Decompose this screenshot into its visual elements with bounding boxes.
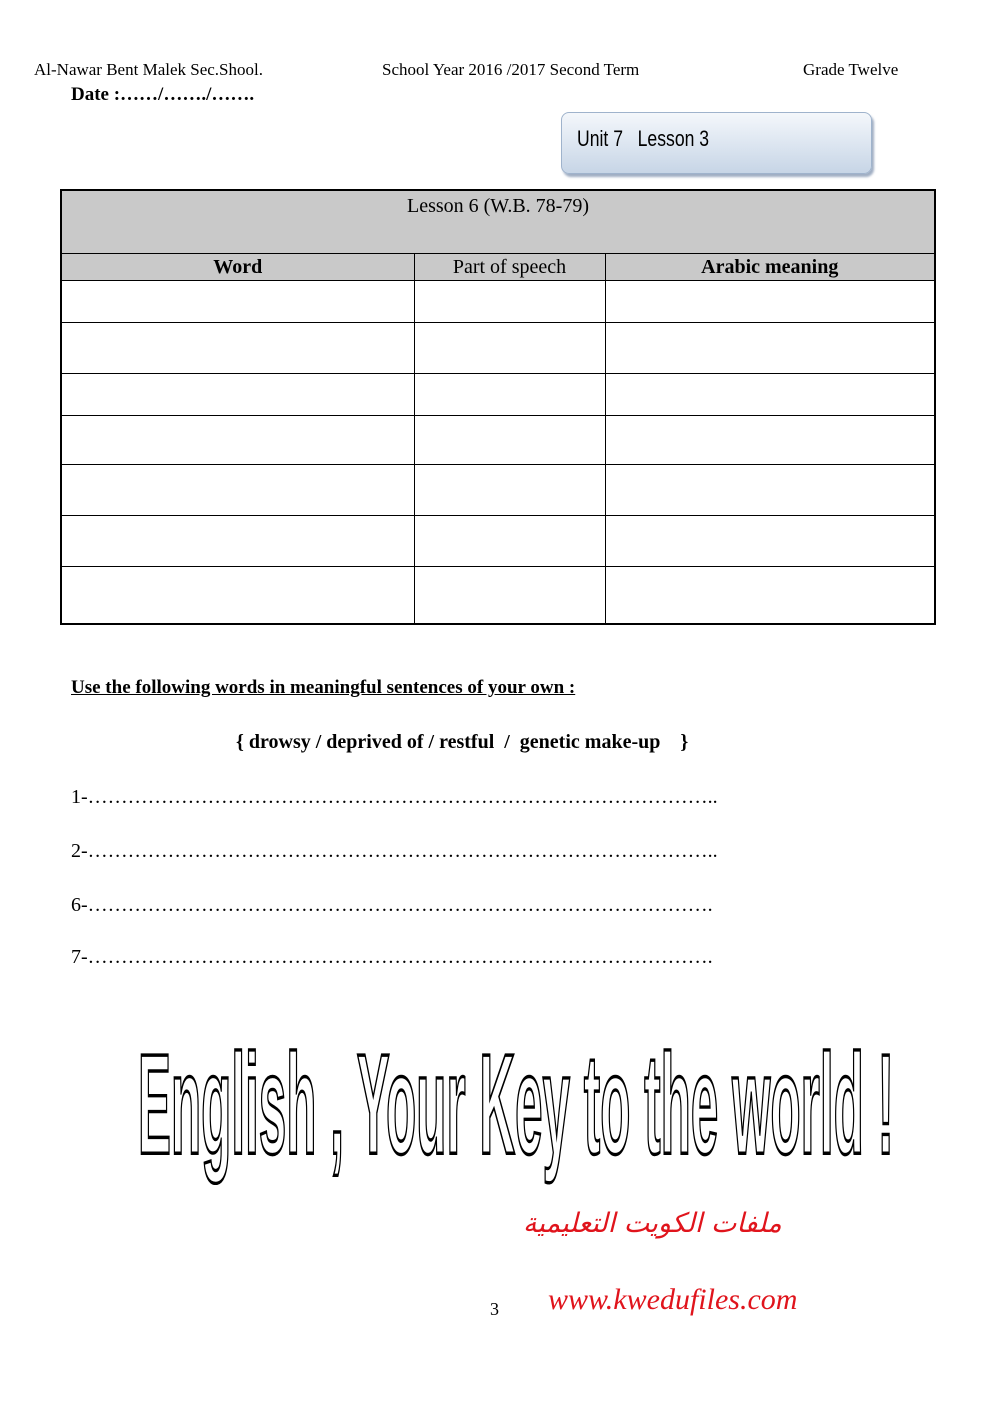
arabic-meaning-cell[interactable] [605, 374, 935, 416]
arabic-meaning-cell[interactable] [605, 465, 935, 516]
table-row [61, 374, 935, 416]
word-cell[interactable] [61, 516, 414, 567]
table-header-row [61, 254, 935, 281]
part-of-speech-cell[interactable] [414, 281, 605, 323]
website-link[interactable]: www.kwedufiles.com [548, 1283, 798, 1316]
part-of-speech-cell[interactable] [414, 416, 605, 465]
table-row [61, 323, 935, 374]
school-name: Al-Nawar Bent Malek Sec.Shool. [34, 60, 263, 79]
table-row [61, 567, 935, 624]
arabic-site-name: ملفات الكويت التعليمية [523, 1208, 782, 1239]
word-cell[interactable] [61, 374, 414, 416]
sentence-line-7[interactable]: 7-…………………………………………………………………………………. [71, 946, 713, 968]
arabic-meaning-cell[interactable] [605, 416, 935, 465]
column-header-word: Word [61, 254, 414, 281]
table-row [61, 465, 935, 516]
part-of-speech-cell[interactable] [414, 323, 605, 374]
table-row [61, 281, 935, 323]
part-of-speech-cell[interactable] [414, 567, 605, 624]
slogan-outline-text [130, 1035, 910, 1185]
exercise-instruction: Use the following words in meaningful sentences of your own : [71, 677, 576, 698]
unit-lesson-box [561, 112, 872, 174]
arabic-meaning-cell[interactable] [605, 567, 935, 624]
part-of-speech-cell[interactable] [414, 374, 605, 416]
table-title: Lesson 6 (W.B. 78-79) [61, 190, 935, 254]
school-year: School Year 2016 /2017 Second Term [382, 60, 640, 79]
word-cell[interactable] [61, 465, 414, 516]
sentence-line-2[interactable]: 2-………………………………………………………………………………….. [71, 840, 718, 862]
part-of-speech-cell[interactable] [414, 516, 605, 567]
table-title-row [61, 190, 935, 254]
sentence-line-1[interactable]: 1-………………………………………………………………………………….. [71, 786, 718, 808]
grade-label: Grade Twelve [803, 60, 899, 79]
vocabulary-table [60, 189, 936, 625]
column-header-arabic-meaning: Arabic meaning [605, 254, 935, 281]
word-cell[interactable] [61, 416, 414, 465]
word-cell[interactable] [61, 281, 414, 323]
date-field: Date :……/……./……. [71, 84, 255, 105]
exercise-word-list: { drowsy / deprived of / restful / genetic make-up } [236, 731, 689, 753]
table-row [61, 516, 935, 567]
slogan-text: English , Your Key to the world ! [138, 1035, 894, 1185]
column-header-part-of-speech: Part of speech [414, 254, 605, 281]
word-cell[interactable] [61, 567, 414, 624]
word-cell[interactable] [61, 323, 414, 374]
unit-lesson-label: Unit 7 Lesson 3 [577, 126, 710, 151]
arabic-meaning-cell[interactable] [605, 281, 935, 323]
arabic-meaning-cell[interactable] [605, 516, 935, 567]
sentence-line-6[interactable]: 6-…………………………………………………………………………………. [71, 894, 713, 916]
page-number: 3 [490, 1299, 499, 1319]
part-of-speech-cell[interactable] [414, 465, 605, 516]
arabic-meaning-cell[interactable] [605, 323, 935, 374]
table-row [61, 416, 935, 465]
